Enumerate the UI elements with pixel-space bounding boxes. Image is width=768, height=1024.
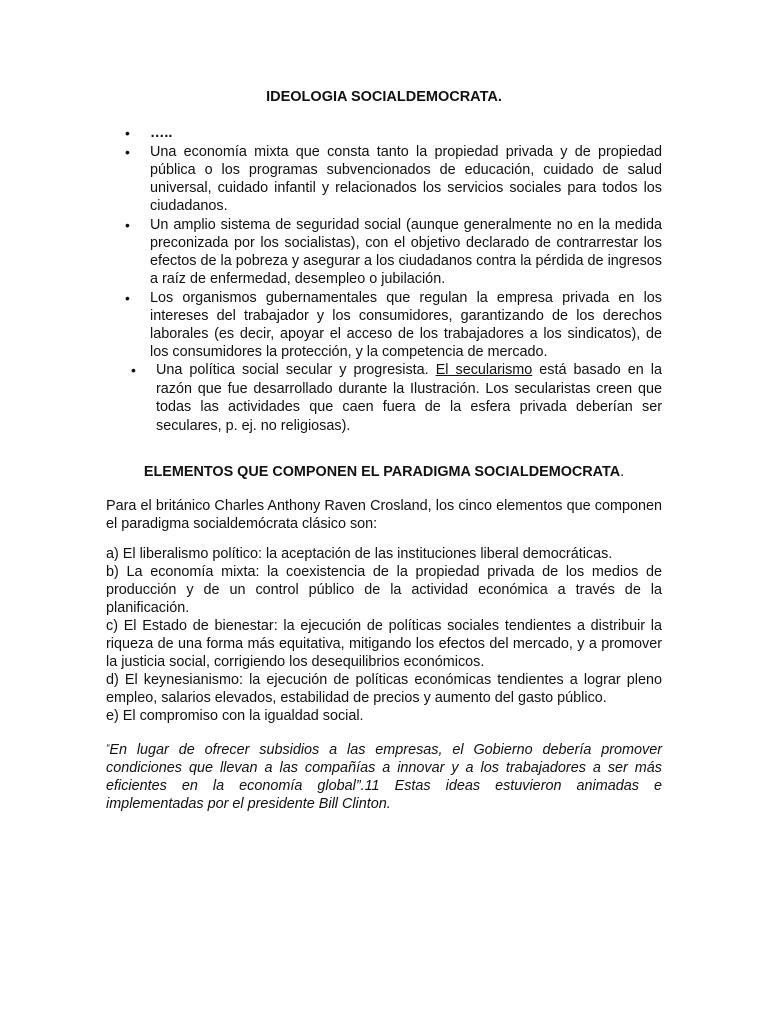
secularism-link[interactable]: El secularismo (435, 362, 533, 378)
element-item-a: a) El liberalismo político: la aceptación de las instituciones liberal democráticas. (106, 546, 613, 562)
bullet-item-secular (104, 361, 662, 435)
intro-paragraph: Para el británico Charles Anthony Raven Crosland, los cinco elementos que componen el paradigma socialdemócrata clásico son: (106, 498, 662, 532)
element-item-c: c) El Estado de bienestar: la ejecución de políticas sociales tendientes a distribuir la riqueza de una forma más equitativa, mitigando los efectos del mercado, y a promover la justicia social, corrigiendo los desequilibrios económicos. (106, 618, 662, 670)
element-item-e: e) El compromiso con la igualdad social. (106, 708, 364, 724)
elements-list (106, 545, 662, 725)
bullet-secular-post: está basado en la razón que fue desarrollado durante la Ilustración. Los secularistas creen que todas las actividades que caen fuera de la esfera privada deberían ser seculares, p. ej. no religiosas). (156, 362, 662, 434)
bullet-secular-pre: Una política social secular y progresista. (156, 362, 436, 378)
quote-paragraph (106, 740, 662, 813)
bullet-item-social-security: • Un amplio sistema de seguridad social (aunque generalmente no en la medida preconizada por los socialistas), con el objetivo declarado de contrarrestar los efectos de la pobreza y asegurar a los ciudadanos contra la pérdida de ingresos a raíz de enfermedad, desempleo o jubilación. (104, 216, 662, 288)
section-heading-text: ELEMENTOS QUE COMPONEN EL PARADIGMA SOCIALDEMOCRATA (143, 464, 621, 480)
element-item-b: b) La economía mixta: la coexistencia de la propiedad privada de los medios de producción y de un control público de la actividad económica a través de la planificación. (106, 564, 662, 616)
bullet-list (104, 124, 662, 362)
quote-open-mark: “ (106, 743, 110, 754)
bullet-item-mixed-economy: • Una economía mixta que consta tanto la propiedad privada y de propiedad pública o los programas subvencionados de educación, cuidado de salud universal, cuidado infantil y relacionados los servicios sociales para todos los ciudadanos. (104, 143, 662, 215)
quote-text: En lugar de ofrecer subsidios a las empresas, el Gobierno debería promover condiciones que llevan a las compañías a innovar y a los trabajadores a ser más eficientes en la economía global”.11 Estas ideas estuvieron animadas e implementadas por el presidente Bill Clinton. (106, 742, 662, 812)
element-item-d: d) El keynesianismo: la ejecución de políticas económicas tendientes a lograr pleno empleo, salarios elevados, estabilidad de precios y aumento del gasto público. (106, 672, 662, 706)
section-heading-dot: . (620, 464, 625, 480)
bullet-item-regulation: • Los organismos gubernamentales que regulan la empresa privada en los intereses del trabajador y los consumidores, garantizando de los derechos laborales (es decir, apoyar el acceso de los trabajadores a los sindicatos), de los consumidores la protección, y la competencia de mercado. (104, 289, 662, 361)
bullet-list-secular (104, 361, 662, 435)
document-title: IDEOLOGIA SOCIALDEMOCRATA. (266, 89, 502, 105)
bullet-item-ellipsis (104, 124, 662, 142)
bullet-text: ….. (150, 125, 173, 141)
section-heading (0, 464, 768, 480)
